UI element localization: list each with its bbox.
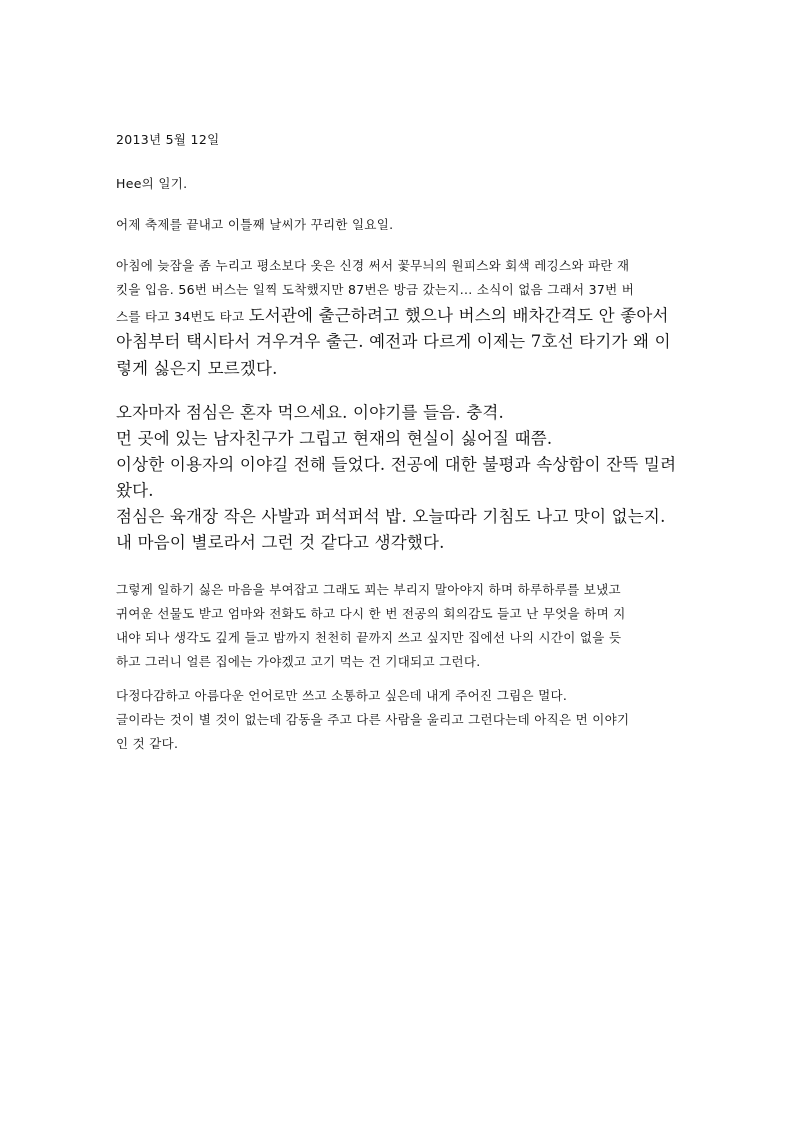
paragraph-5 xyxy=(116,684,686,756)
paragraph-4-line-3: 내야 되나 생각도 깊게 들고 밤까지 천천히 끝까지 쓰고 싶지만 집에선 나의 시간이 없을 듯 xyxy=(116,630,622,645)
paragraph-4-line-2: 귀여운 선물도 받고 엄마와 전화도 하고 다시 한 번 전공의 회의감도 들고 난 무엇을 하며 지 xyxy=(116,606,626,621)
paragraph-3-line-6: 내 마음이 별로라서 그런 것 같다고 생각했다. xyxy=(116,533,445,552)
paragraph-2-line-3-small: 스를 타고 34번도 타고 xyxy=(116,309,249,324)
paragraph-2-line-4: 아침부터 택시타서 겨우겨우 출근. 예전과 다르게 이제는 7호선 타기가 왜 이 xyxy=(116,332,671,351)
paragraph-4-line-4: 하고 그러니 얼른 집에는 가야겠고 고기 먹는 건 기대되고 그런다. xyxy=(116,654,481,669)
paragraph-2-line-5: 렇게 싫은지 모르겠다. xyxy=(116,359,278,378)
paragraph-3-line-5: 점심은 육개장 작은 사발과 퍼석퍼석 밥. 오늘따라 기침도 나고 맛이 없는지. xyxy=(116,507,666,526)
paragraph-3-line-4: 왔다. xyxy=(116,481,154,500)
diary-title-text: Hee의 일기. xyxy=(116,176,188,191)
paragraph-2-line-3-large: 도서관에 출근하려고 했으나 버스의 배차간격도 안 좋아서 xyxy=(248,306,669,325)
paragraph-5-line-2: 글이라는 것이 별 것이 없는데 감동을 주고 다른 사람을 울리고 그런다는데 아직은 먼 이야기 xyxy=(116,712,630,727)
paragraph-4-line-1: 그렇게 일하기 싫은 마음을 부여잡고 그래도 꾀는 부리지 말아야지 하며 하루하루를 보냈고 xyxy=(116,582,621,597)
paragraph-4 xyxy=(116,578,686,674)
paragraph-2 xyxy=(116,254,686,382)
paragraph-1 xyxy=(116,213,686,237)
diary-date xyxy=(116,128,686,152)
paragraph-2-line-2: 킷을 입음. 56번 버스는 일찍 도착했지만 87번은 방금 갔는지... 소식이 없음 그래서 37번 버 xyxy=(116,282,635,297)
diary-date-text: 2013년 5월 12일 xyxy=(116,132,220,147)
paragraph-3-line-3: 이상한 이용자의 이야길 전해 들었다. 전공에 대한 불평과 속상함이 잔뜩 밀려 xyxy=(116,455,677,474)
paragraph-5-line-1: 다정다감하고 아름다운 언어로만 쓰고 소통하고 싶은데 내게 주어진 그림은 멀다. xyxy=(116,688,568,703)
paragraph-1-line-1: 어제 축제를 끝내고 이틀째 날씨가 꾸리한 일요일. xyxy=(116,217,394,232)
paragraph-3-line-2: 먼 곳에 있는 남자친구가 그립고 현재의 현실이 싫어질 때쯤. xyxy=(116,429,553,448)
paragraph-2-line-3 xyxy=(116,302,686,328)
diary-title xyxy=(116,172,686,196)
paragraph-2-line-1: 아침에 늦잠을 좀 누리고 평소보다 옷은 신경 써서 꽃무늬의 원피스와 회색 레깅스와 파란 재 xyxy=(116,258,630,273)
paragraph-3 xyxy=(116,400,686,556)
paragraph-5-line-3: 인 것 같다. xyxy=(116,736,179,751)
paragraph-3-line-1: 오자마자 점심은 혼자 먹으세요. 이야기를 들음. 충격. xyxy=(116,403,504,422)
